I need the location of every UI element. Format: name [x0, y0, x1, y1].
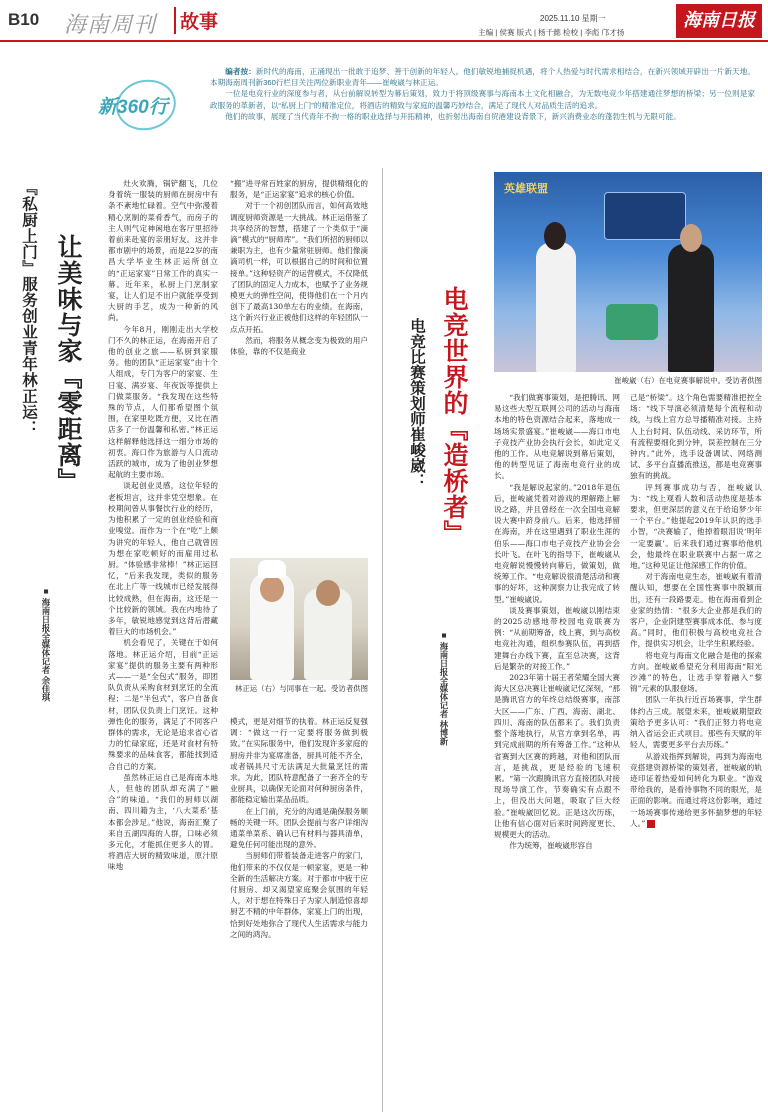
- paragraph: 虽然林正运自己是海南本地人，但他的团队却充满了“融合”的味道。“我们的厨师以湖南、四川籍为主，‘八大菜系’基本都会涉足。”他说，海南汇聚了来自五湖四海的人群，口味必须多元化，才能抓住更多人的胃。将酒店大厨的精致味道，原汁原味地: [108, 772, 218, 872]
- paragraph: 2023年第十届王者荣耀全国大赛海大区总决赛让崔峻崴记忆深刻，“那是腾讯官方的年终总结级赛事，南部大区——广东、广西、海南、湖北、四川、海南的队伍都来了。我们负责整个落地执行，从官方拿到名单，再到完成前期的所有筹备工作。”这种从省赛到大区赛的跨越，对他和团队而言，是挑战，更是经验的飞速积累。“第一次跟腾讯官方直接团队对接现场导演工作，节奏确实有点跟不上，但没出大问题，吸取了巨大经验。”崔峻崴回忆说。正是这次历练，让他有信心面对后来时间跨度更长、规模更大的活动。: [494, 673, 620, 839]
- chef-right-head: [316, 580, 340, 606]
- right-headline-block: [396, 190, 486, 750]
- right-col-2: [630, 392, 762, 1110]
- left-headline: 让美味与家『零距离』: [54, 234, 83, 494]
- logo-text: 新360行: [98, 97, 168, 118]
- paragraph: “我是解说起家的。”2018年退伍后，崔峻崴凭着对游戏的理解踏上解说之路，并且曾经在一次全国电竞解说大赛中跻身前八。后来，他选择留在海南，并在这里遇到了职业生涯的伯乐——海口市电子竞技产业协会会长叶飞。在叶飞的指导下，崔峻崴从电竞解说慢慢转向幕后，做策划，做统筹工作。“电竞解说很清楚活动和赛事的好坏，这种洞察力让我完成了转型。”崔峻崴说。: [494, 482, 620, 604]
- left-photo-caption: 林正运（右）与同事在一起。受访者供图: [234, 684, 368, 693]
- presenter-right: [668, 244, 714, 372]
- page-number: B10: [8, 10, 40, 29]
- left-headline-block: [10, 166, 98, 936]
- esports-photo: [494, 172, 762, 372]
- paragraph: 对于一个初创团队而言，如何高效地调度厨师资源是一大挑战。林正运借鉴了共享经济的智慧，搭建了一个类似于“滴滴”模式的“厨师库”。“我们所招的厨师以兼职为主，也有少量常驻厨师。他们像滴滴司机一样，可以根据自己的时间和位置接单。”这种轻资产的运营模式，不仅降低了团队的固定人力成本，也赋予了业务规模更大的弹性空间，使得他们在一个月内创下了最高130单左右的业绩。在海南，这个新兴行业正被他们这样的年轻团队一点点开拓。: [230, 201, 368, 334]
- paragraph: 灶火欢腾，锅铲翻飞，几位身着统一服装的厨师在厨房中有条不紊地忙碌着。空气中弥漫着精心烹制的菜肴香气，而房子的主人则气定神闲地在客厅里招待着前来赴宴的亲朋好友。这并非都市剧中的场景，而是22岁的南昌大学毕业生林正运所创立的“正运家宴”日常工作的真实一幕。近年来，私厨上门烹制家宴，让人们足不出户就能享受到大厨的手艺，成为一种新的风尚。: [108, 179, 218, 323]
- left-col-2-top: [230, 178, 368, 528]
- paragraph: 团队一年执行近百场赛事，学生群体约占三成。展望未来，崔峻崴期望政策给予更多认可：“我们正努力将电竞纳入省运会正式项目。那些有天赋的年轻人，需要更多平台去历练。”: [630, 695, 762, 750]
- left-col-1: [108, 178, 218, 1108]
- presenter-left-head: [544, 222, 566, 250]
- editor-note-label: 编者按：: [225, 67, 256, 76]
- trophy-cake: [606, 304, 658, 340]
- paragraph: 今年8月，刚刚走出大学校门不久的林正运，在海南开启了他的创业之旅——私厨到家服务。他的团队“正运家宴”由十个人组成，专门为客户的家宴、生日宴、满岁宴、年夜饭等提供上门做菜服务。“我发现在这些特殊的节点，人们都希望图个氛围，在家里吃既方便，又比在酒店多了一份温馨和私密。”林正运这样解释他选择这一细分市场的初衷。海口作为旅游与人口流动活跃的城市，成为了他创业梦想起航的主要市场。: [108, 324, 218, 480]
- column-logo: [94, 76, 202, 136]
- editor-note-para: 一位是电竞行业的深度参与者，从台前解说转型为幕后策划，致力于将顶级赛事与海南本土文化相融合，为无数电竞少年搭建通往梦想的桥梁；另一位则是家政服务的革新者，以“私厨上门”的精准定位，将酒店的精致与家庭的温馨巧妙结合，满足了现代人对品质生活的追求。: [210, 89, 755, 110]
- paragraph: 从游戏指挥到解说，再到为海南电竞搭建资源桥梁的策划者，崔峻崴的轨迹印证着热爱如何转化为职业。“游戏带给我的，是看待事物不同的眼光，是正面的影响。而通过将这份影响，通过一场场赛事传递给更多怀揣梦想的年轻人。” ■: [630, 751, 762, 828]
- editor-note-para: 编者按：新时代的海南，正涌现出一批敢于追梦、善于创新的年轻人。他们敏锐地捕捉机遇，将个人热爱与时代需求相结合，在新兴领域开辟出一片新天地。本期海南周刊新360行栏目关注两位新职业青年——崔峻崴与林正运。: [210, 67, 755, 88]
- paragraph: 谈及赛事策划，崔峻崴以刚结束的2025动感地带校园电竞联赛为例：“从前期筹备，线上赛，到与高校电竞社沟通，组织参赛队伍，再到搭建舞台办线下赛，直至总决赛，这背后是繁杂的对接工作。”: [494, 605, 620, 671]
- paragraph: “我们做赛事策划，是把腾讯、网易这些大型互联网公司的活动与海南本地的特色资源结合起来，落地成一场场实景盛宴。”崔峻崴——海口市电子竞技产业协会执行会长，如此定义他的工作。从电竞解说到幕后策划，他的转型见证了海南电竞行业的成长。: [494, 393, 620, 481]
- paragraph: 然而，将服务从概念变为极致的用户体验，靠的不仅是商业: [230, 335, 368, 357]
- banner-text: 英雄联盟: [504, 183, 548, 195]
- end-mark-icon: ■: [647, 820, 655, 828]
- paragraph: 当厨师们带着装备走进客户的家门，他们带来的不仅仅是一顿家宴，更是一种全新的生活解决方案。对于都市中疲于应付厨房、却又渴望家庭聚会氛围的年轻人，对于想在特殊日子为家人制造惊喜却厨艺不精的中年群体，家宴上门的出现，恰到好处地弥合了现代人生活需求与能力之间的鸿沟。: [230, 851, 368, 939]
- paragraph: 机会看见了，关键在于如何落地。林正运介绍，目前“正运家宴”提供的服务主要有两种形式——一是“全包式”服务，即团队负责从采购食材到烹饪的全流程；二是“半包式”，客户自备食材，团队仅负责上门烹饪。这种弹性化的服务，满足了不同客户群体的需求，无论是追求省心省力的忙碌家庭，还是对食材有特殊要求的品味食客，都能找到适合自己的方案。: [108, 638, 218, 771]
- chefs-photo: [230, 558, 368, 680]
- center-divider: [382, 168, 383, 1112]
- paragraph: 作为统筹，崔峻崴形容自: [509, 841, 593, 851]
- paragraph: 谈起创业灵感，这位年轻的老板坦言，这并非凭空想象。在校期间曾从事餐饮行业的经历，为他积累了一定的创业经验和商业嗅觉。而作为一个在“吃”上颇为讲究的年轻人，他自己就曾因为想在家吃顿好的而雇用过私厨。“体验感非常棒！”林正运回忆，“后来我发现，类似的服务在北上广等一线城市已经发展得比较成熟，但在海南，这还是一个比较新的领域。我在内地待了多年，敏锐地感觉到这背后潜藏着巨大的市场机会。”: [108, 481, 218, 637]
- header-rule: [0, 40, 768, 42]
- paragraph: 对于海南电竞生态，崔峻崴有着清醒认知，想要在全国性赛事中脱颖而出，还有一段路要走。他在海南看到企业家的热情：“很多大企业都是我们的客户，企业阴建型赛事成本低、参与度高。”同时，他们积极与高校电竞社合作，提供实习机会，让学生积累经验。: [630, 572, 762, 649]
- right-subhead: 电竞比赛策划师崔峻崴：: [408, 318, 427, 489]
- editor-note-para: 他们的故事，展现了当代青年不拘一格的职业选择与开拓精神，也折射出海南自贸港建设背景下，新兴消费业态的蓬勃生机与无限可能。: [225, 111, 681, 121]
- paragraph: 在上门前，充分的沟通是确保服务顺畅的关键一环。团队会提前与客户详细沟通菜单菜系、确认已有材料与器具清单，避免任何可能出现的意外。: [230, 806, 368, 850]
- masthead-logo: 海南日报: [676, 4, 762, 38]
- issue-date: 2025.11.10 星期一: [540, 14, 606, 23]
- presenter-right-head: [680, 224, 702, 252]
- brand-logo: 海南周刊: [64, 12, 157, 37]
- editor-note: [210, 66, 755, 122]
- right-headline: 电竞世界的『造桥者』: [440, 286, 469, 546]
- stage-screen: [604, 192, 686, 240]
- chef-left-head: [260, 576, 284, 602]
- left-subhead: 『私厨上门』服务创业青年林正运：: [20, 180, 39, 436]
- paragraph: 模式，更是对细节的执着。林正运反复强调：“做这一行一定要将服务做到极致。”在实际服务中，他们发现许多家庭的厨房并非为宴席准备，厨具可能不齐全，或者锅具尺寸无法满足大批量烹饪的需求。为此，团队特意配备了一套齐全的专业厨具，以确保无论面对何种厨房条件，都能稳定输出菜品品质。: [230, 717, 368, 805]
- paragraph: 将电竞与海南文化融合是他的探索方向。崔峻崴希望充分利用海南“阳光沙滩”的特色，让选手穿着融入“黎锦”元素的队服登场。: [630, 650, 762, 694]
- paragraph: “搬”进寻常百姓家的厨房，提供精细化的服务，是“正运家宴”追求的核心价值。: [230, 179, 368, 200]
- right-photo-caption: 崔峻崴（右）在电竞赛事解说中。受访者供图: [614, 376, 762, 385]
- right-byline: ■ 海南日报全媒体记者 林博新: [439, 630, 449, 746]
- right-col-1: [494, 392, 620, 1110]
- chef-hat: [258, 560, 286, 578]
- paragraph: 评判赛事成功与否，崔峻崴认为：“线上观看人数和活动热度是基本要求，但更深层的意义在于给追梦少年一个平台。”他提起2019年认识的选手小智，“决赛输了，他掉着眼泪说‘明年一定要赢’。后来我们通过赛事给他机会，他最终在职业联赛中占据一席之地。”这种见证让他深感工作的价值。: [630, 482, 762, 571]
- left-byline: ■ 海南日报全媒体记者 余佳琪: [41, 586, 51, 702]
- presenter-left: [536, 242, 576, 372]
- left-col-2-bottom: [230, 716, 368, 1110]
- section-name: 故事: [174, 7, 218, 34]
- editor-credits: 主编 | 侯赛 版式 | 杨千懿 检校 | 李彪 邝才扬: [478, 28, 625, 37]
- page-header: [0, 0, 768, 44]
- paragraph: 己是“桥梁”。这个角色需要精准把控全场：“线下导演必须清楚每个流程和动线，与线上官方总导播精准对接。主持人上台时间、队伍动线、采访环节，所有流程要细化到分钟，误差控制在三分钟内。”此外，选手设备调试、网络测试、多平台直播流推送，都是电竞赛事独有的挑战。: [630, 393, 762, 481]
